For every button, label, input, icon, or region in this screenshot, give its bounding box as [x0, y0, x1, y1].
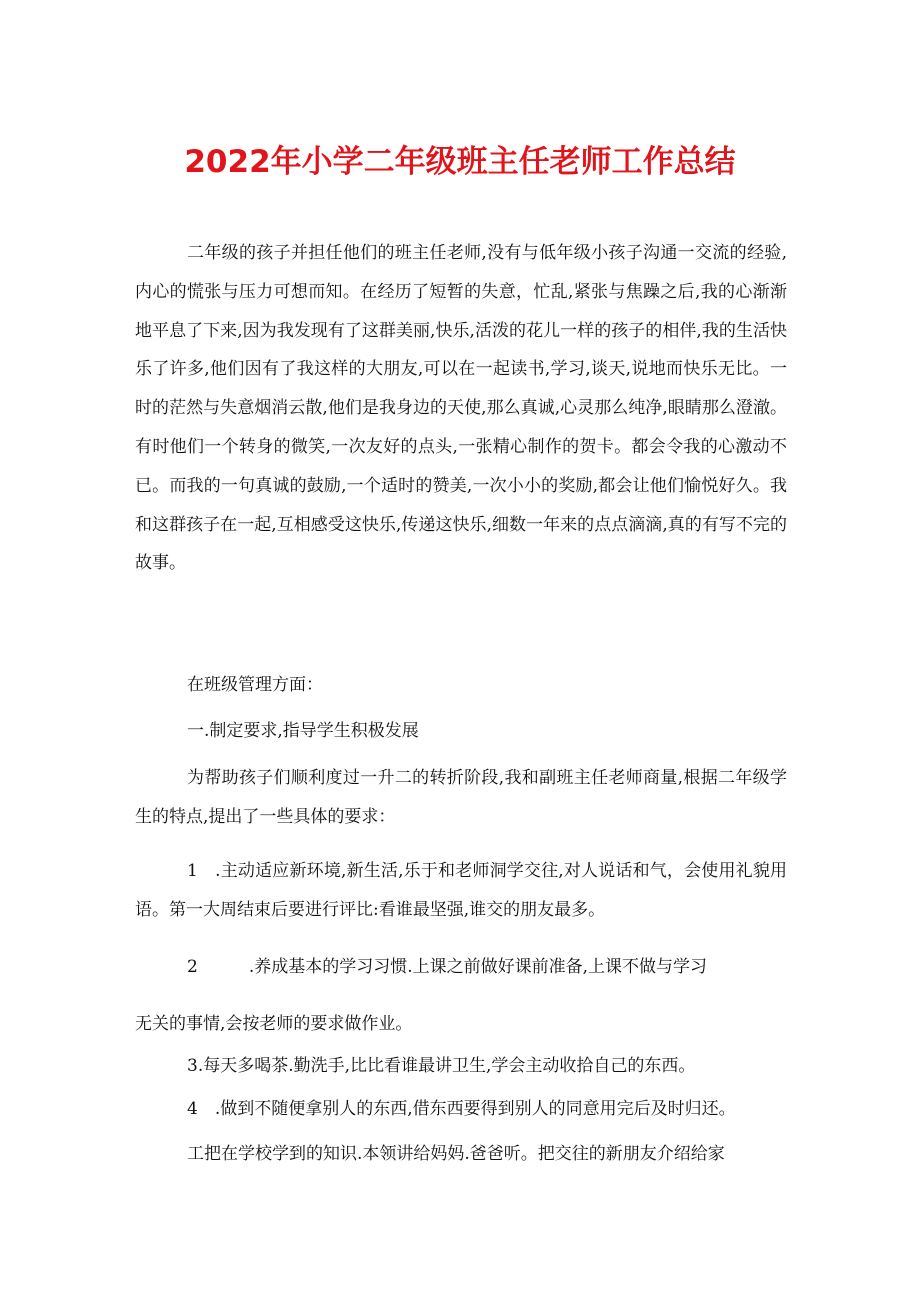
help-paragraph: 为帮助孩子们顺利度过一升二的转折阶段,我和副班主任老师商量,根据二年级学生的特点,提出了一些具体的要求： [135, 768, 787, 827]
subheading-1: 一.制定要求,指导学生积极发展 [187, 721, 419, 741]
list-item-2-second-line: 无关的事情,会按老师的要求做作业。 [135, 1014, 413, 1034]
intro-paragraph: 二年级的孩子并担任他们的班主任老师,没有与低年级小孩子沟通一交流的经验,内心的慌张与压力可想而知。在经历了短暂的失意，忙乱,紧张与焦躁之后,我的心渐渐地平息了下来,因为我发现有了这群美丽,快乐,活泼的花儿一样的孩子的相伴,我的生活快乐了许多,他们因有了我这样的大朋友,可以在一起读书,学习,谈天,说地而快乐无比。一时的茫然与失意烟消云散,他们是我身边的天使,那么真诚,心灵那么纯净,眼睛那么澄澈。有时他们一个转身的微笑,一次友好的点头,一张精心制作的贺卡。都会令我的心激动不已。而我的一句真诚的鼓励,一个适时的赞美,一次小小的奖励,都会让他们愉悦好久。我和这群孩子在一起,互相感受这快乐,传递这快乐,细数一年来的点点滴滴,真的有写不完的故事。 [135, 243, 787, 574]
document-title: 2022年小学二年级班主任老师工作总结 [184, 144, 736, 180]
list-item-5: 工把在学校学到的知识.本领讲给妈妈.爸爸听。把交往的新朋友介绍给家 [187, 1144, 725, 1164]
list-item-2-first-line: 2 .养成基本的学习习惯.上课之前做好课前准备,上课不做与学习 [187, 957, 708, 977]
list-item-1: 1 .主动适应新环境,新生活,乐于和老师洞学交往,对人说话和气，会使用礼貌用语。第一大周结束后要进行评比:看谁最坚强,谁交的朋友最多。 [135, 861, 787, 920]
section-heading: 在班级管理方面： [187, 675, 323, 695]
list-item-3: 3.每天多喝茶.勤洗手,比比看谁最讲卫生,学会主动收拾自己的东西。 [187, 1056, 696, 1076]
list-item-4: 4 .做到不随便拿别人的东西,借东西要得到别人的同意用完后及时归还。 [187, 1099, 736, 1119]
